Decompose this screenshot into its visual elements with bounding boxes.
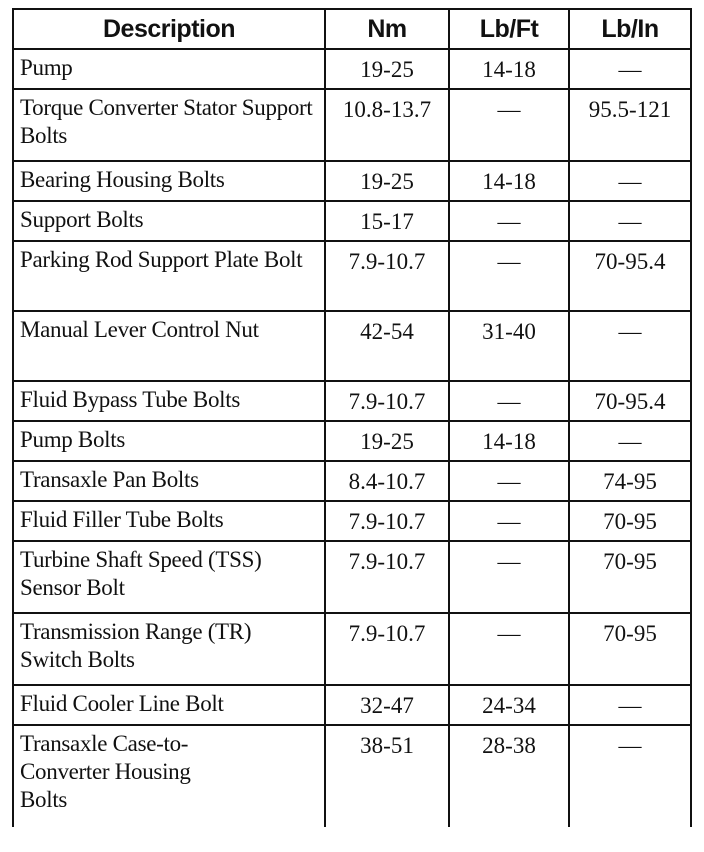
cell-lb-ft: — xyxy=(449,541,569,613)
cell-nm: 10.8-13.7 xyxy=(325,89,449,161)
cell-lb-in: — xyxy=(569,685,691,725)
cell-description: Fluid Cooler Line Bolt xyxy=(13,685,325,725)
cell-nm: 19-25 xyxy=(325,49,449,89)
cell-lb-ft: — xyxy=(449,201,569,241)
cell-lb-ft: 31-40 xyxy=(449,311,569,381)
cell-lb-ft: 24-34 xyxy=(449,685,569,725)
table-row xyxy=(13,381,691,421)
cell-lb-ft: — xyxy=(449,89,569,161)
cell-description: Fluid Bypass Tube Bolts xyxy=(13,381,325,421)
cell-nm: 8.4-10.7 xyxy=(325,461,449,501)
cell-lb-ft: — xyxy=(449,381,569,421)
cell-lb-in: 70-95 xyxy=(569,541,691,613)
cell-description: Pump Bolts xyxy=(13,421,325,461)
table-row xyxy=(13,725,691,827)
cell-lb-in: 70-95.4 xyxy=(569,381,691,421)
cell-lb-in: 70-95.4 xyxy=(569,241,691,311)
cell-description: Torque Converter Stator Support Bolts xyxy=(13,89,325,161)
cell-nm: 38-51 xyxy=(325,725,449,827)
cell-lb-ft: — xyxy=(449,501,569,541)
table-row xyxy=(13,89,691,161)
cell-lb-in: — xyxy=(569,201,691,241)
table-row xyxy=(13,685,691,725)
cell-nm: 7.9-10.7 xyxy=(325,541,449,613)
cell-lb-ft: — xyxy=(449,241,569,311)
header-nm: Nm xyxy=(325,9,449,49)
torque-spec-table-container xyxy=(12,8,690,827)
table-row xyxy=(13,501,691,541)
cell-lb-ft: 28-38 xyxy=(449,725,569,827)
cell-lb-ft: 14-18 xyxy=(449,49,569,89)
table-row xyxy=(13,311,691,381)
cell-description: Turbine Shaft Speed (TSS) Sensor Bolt xyxy=(13,541,325,613)
cell-nm: 7.9-10.7 xyxy=(325,501,449,541)
cell-lb-in: 74-95 xyxy=(569,461,691,501)
cell-nm: 19-25 xyxy=(325,161,449,201)
table-header-row xyxy=(13,9,691,49)
cell-description: Manual Lever Control Nut xyxy=(13,311,325,381)
cell-description: Pump xyxy=(13,49,325,89)
cell-lb-in: — xyxy=(569,421,691,461)
cell-lb-in: 70-95 xyxy=(569,613,691,685)
cell-description: Transaxle Pan Bolts xyxy=(13,461,325,501)
header-lb-ft: Lb/Ft xyxy=(449,9,569,49)
cell-nm: 15-17 xyxy=(325,201,449,241)
cell-nm: 7.9-10.7 xyxy=(325,613,449,685)
cell-lb-ft: 14-18 xyxy=(449,161,569,201)
table-row xyxy=(13,421,691,461)
cell-nm: 32-47 xyxy=(325,685,449,725)
cell-lb-in: — xyxy=(569,49,691,89)
cell-nm: 7.9-10.7 xyxy=(325,241,449,311)
cell-lb-ft: — xyxy=(449,613,569,685)
header-description: Description xyxy=(13,9,325,49)
cell-lb-in: — xyxy=(569,161,691,201)
cell-lb-ft: — xyxy=(449,461,569,501)
cell-description: Transaxle Case-to-Converter Housing Bolts xyxy=(13,725,325,827)
torque-spec-table xyxy=(12,8,692,827)
cell-nm: 19-25 xyxy=(325,421,449,461)
cell-lb-in: — xyxy=(569,311,691,381)
cell-description: Support Bolts xyxy=(13,201,325,241)
cell-description: Transmission Range (TR) Switch Bolts xyxy=(13,613,325,685)
cell-lb-ft: 14-18 xyxy=(449,421,569,461)
table-row xyxy=(13,161,691,201)
cell-nm: 7.9-10.7 xyxy=(325,381,449,421)
cell-lb-in: — xyxy=(569,725,691,827)
table-row xyxy=(13,201,691,241)
table-row xyxy=(13,541,691,613)
table-row xyxy=(13,461,691,501)
cell-description: Bearing Housing Bolts xyxy=(13,161,325,201)
table-row xyxy=(13,613,691,685)
cell-lb-in: 95.5-121 xyxy=(569,89,691,161)
cell-description: Parking Rod Support Plate Bolt xyxy=(13,241,325,311)
table-row xyxy=(13,49,691,89)
cell-lb-in: 70-95 xyxy=(569,501,691,541)
header-lb-in: Lb/In xyxy=(569,9,691,49)
cell-nm: 42-54 xyxy=(325,311,449,381)
table-row xyxy=(13,241,691,311)
cell-description: Fluid Filler Tube Bolts xyxy=(13,501,325,541)
